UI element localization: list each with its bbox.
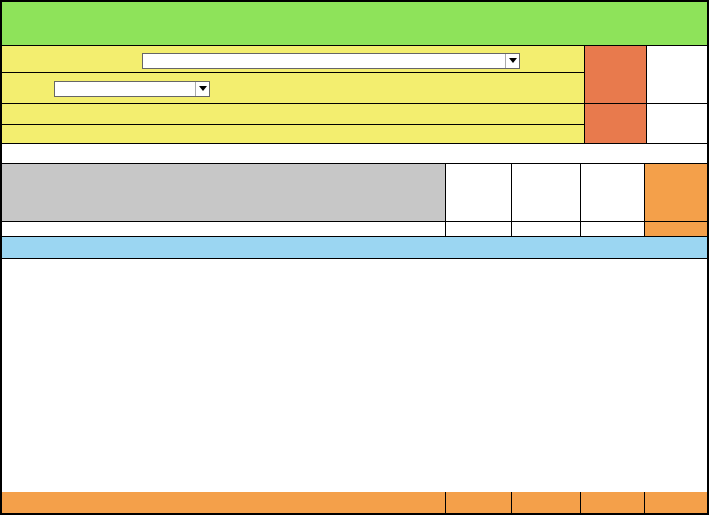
header-noncompliant <box>512 164 581 222</box>
method-label <box>2 144 707 164</box>
colnum-1 <box>2 222 446 237</box>
colnum-3 <box>512 222 581 237</box>
header-points <box>645 164 707 222</box>
sheet-title <box>2 2 707 46</box>
total-points-value <box>645 492 707 513</box>
header-not-executed <box>581 164 645 222</box>
header-goal <box>2 164 446 222</box>
colnum-4 <box>581 222 645 237</box>
title-line-1 <box>2 5 707 25</box>
title-line-2 <box>2 25 707 45</box>
header-compliant <box>446 164 512 222</box>
chevron-down-icon <box>505 54 519 68</box>
chevron-down-icon <box>195 82 209 96</box>
total-points-label <box>581 492 645 513</box>
rank-select[interactable] <box>54 81 210 97</box>
final-grade-value <box>647 104 707 144</box>
colnum-5 <box>645 222 707 237</box>
module-grade-label <box>446 492 512 513</box>
final-grade-label <box>585 104 647 144</box>
unit-select[interactable] <box>142 53 520 69</box>
module-grade-value <box>512 492 581 513</box>
summary-label <box>2 492 446 513</box>
points-sum-label <box>585 46 647 104</box>
colnum-2 <box>446 222 512 237</box>
points-sum-value <box>647 46 707 104</box>
module-title <box>2 237 707 259</box>
